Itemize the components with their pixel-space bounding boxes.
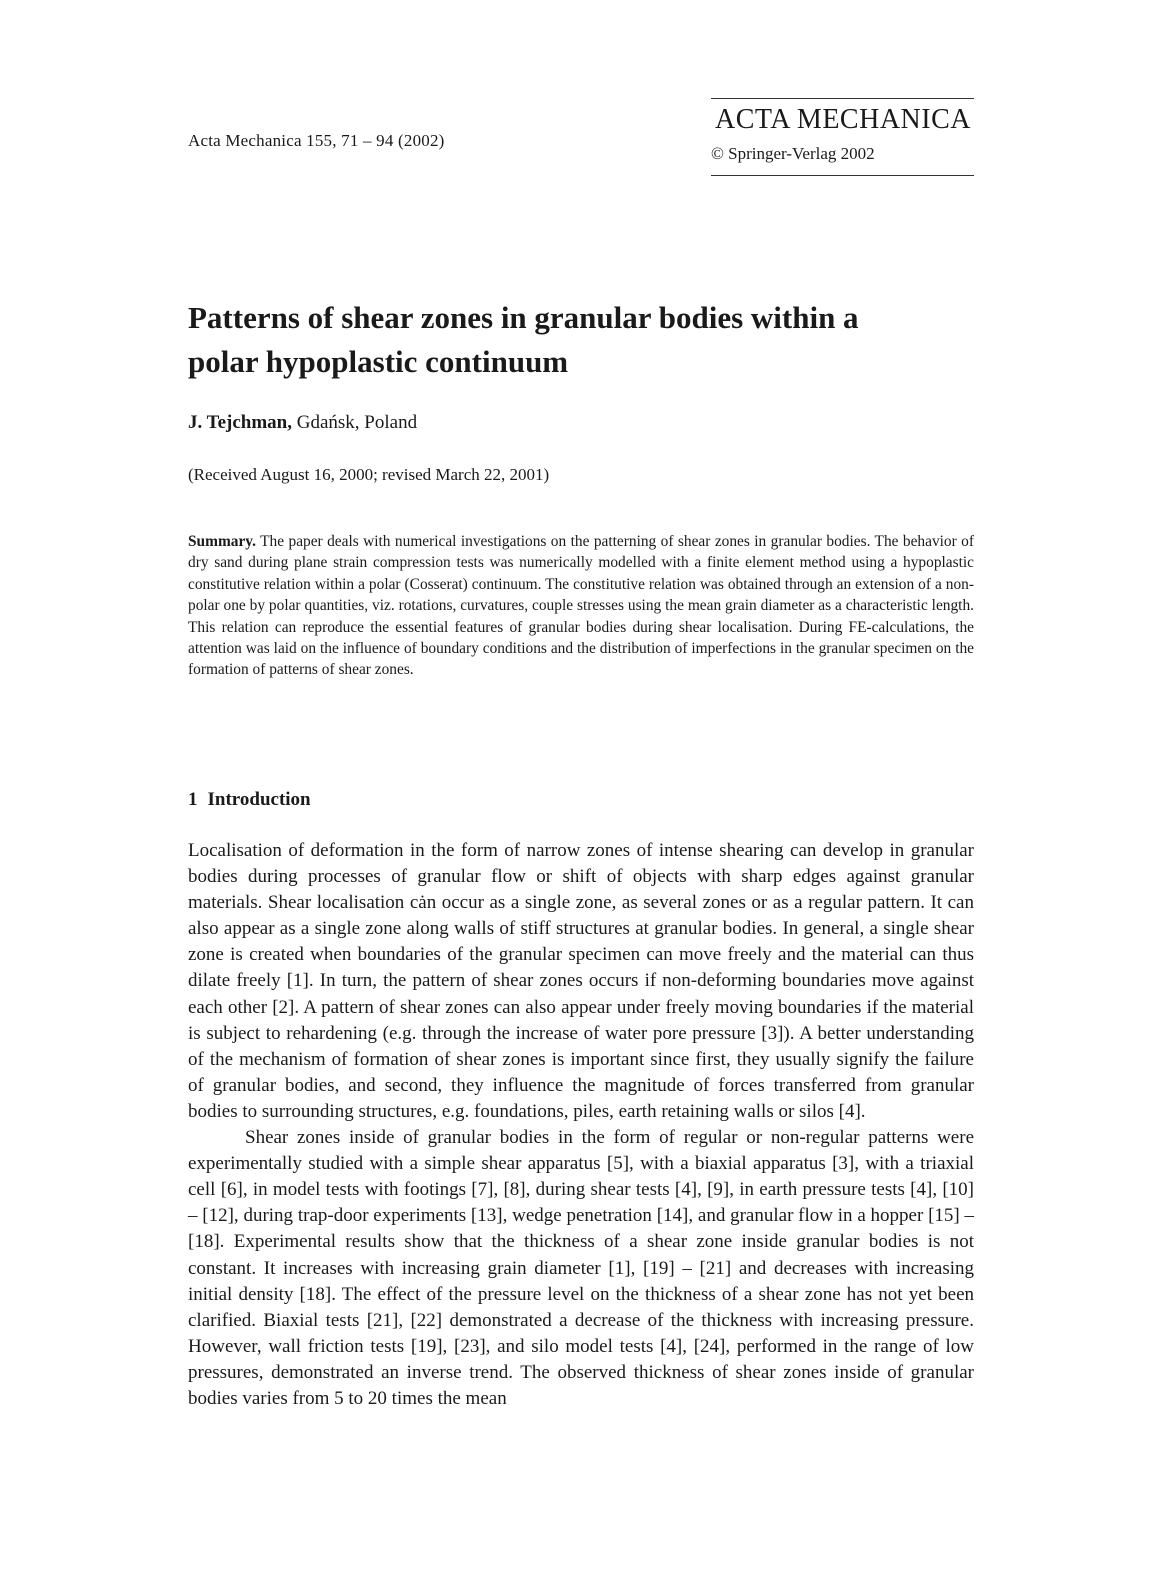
summary-abstract	[188, 531, 974, 681]
article-title	[188, 296, 988, 384]
journal-name: ACTA MECHANICA	[715, 104, 971, 135]
masthead-top-rule	[711, 98, 974, 99]
title-line-1: Patterns of shear zones in granular bodies within a	[188, 300, 859, 335]
summary-label: Summary.	[188, 533, 256, 550]
journal-masthead	[711, 97, 974, 177]
intro-paragraph-1: Localisation of deformation in the form of narrow zones of intense shearing can develop in granular bodies during processes of granular flow or shift of objects with sharp edges against granular materials. Shear localisation cȧn occur as a single zone, as several zones or as a regular pattern. It can also appear as a single zone along walls of stiff structures at granular bodies. In general, a single shear zone is created when boundaries of the granular specimen can move freely and the material can thus dilate freely [1]. In turn, the pattern of shear zones occurs if non-deforming boundaries move against each other [2]. A pattern of shear zones can also appear under freely moving boundaries if the material is subject to rehardening (e.g. through the increase of water pore pressure [3]). A better understanding of the mechanism of formation of shear zones is important since first, they usually signify the failure of granular bodies, and second, they influence the magnitude of forces transferred from granular bodies to surrounding structures, e.g. foundations, piles, earth retaining walls or silos [4].	[188, 840, 974, 1122]
masthead-bottom-rule	[711, 175, 974, 176]
title-line-2: polar hypoplastic continuum	[188, 344, 569, 379]
section-heading-introduction	[188, 789, 311, 811]
section-title: Introduction	[207, 789, 311, 810]
journal-citation: Acta Mechanica 155, 71 – 94 (2002)	[188, 131, 445, 150]
author-line	[188, 412, 417, 434]
publisher-copyright: © Springer-Verlag 2002	[711, 144, 875, 163]
received-dates: (Received August 16, 2000; revised March 22, 2001)	[188, 465, 550, 484]
author-affiliation: Gdańsk, Poland	[296, 412, 418, 433]
introduction-body	[188, 838, 974, 1412]
section-number: 1	[188, 789, 198, 810]
intro-paragraph-2: Shear zones inside of granular bodies in the form of regular or non-regular patterns were experimentally studied with a simple shear apparatus [5], with a biaxial apparatus [3], with a triaxial cell [6], in model tests with footings [7], [8], during shear tests [4], [9], in earth pressure tests [4], [10] – [12], during trap-door experiments [13], wedge penetration [14], and granular flow in a hopper [15] – [18]. Experimental results show that the thickness of a shear zone inside granular bodies is not constant. It increases with increasing grain diameter [1], [19] – [21] and decreases with increasing initial density [18]. The effect of the pressure level on the thickness of a shear zone has not yet been clarified. Biaxial tests [21], [22] demonstrated a decrease of the thickness with increasing pressure. However, wall friction tests [19], [23], and silo model tests [4], [24], performed in the range of low pressures, demonstrated an inverse trend. The observed thickness of shear zones inside of granular bodies varies from 5 to 20 times the mean	[188, 1127, 974, 1409]
author-name: J. Tejchman,	[188, 412, 292, 433]
summary-text: The paper deals with numerical investigations on the patterning of shear zones in granular bodies. The behavior of dry sand during plane strain compression tests was numerically modelled with a finite element method using a hypoplastic constitutive relation within a polar (Cosserat) continuum. The constitutive relation was obtained through an extension of a non-polar one by polar quantities, viz. rotations, curvatures, couple stresses using the mean grain diameter as a characteristic length. This relation can reproduce the essential features of granular bodies during shear localisation. During FE-calculations, the attention was laid on the influence of boundary conditions and the distribution of imperfections in the granular specimen on the formation of patterns of shear zones.	[188, 533, 975, 679]
